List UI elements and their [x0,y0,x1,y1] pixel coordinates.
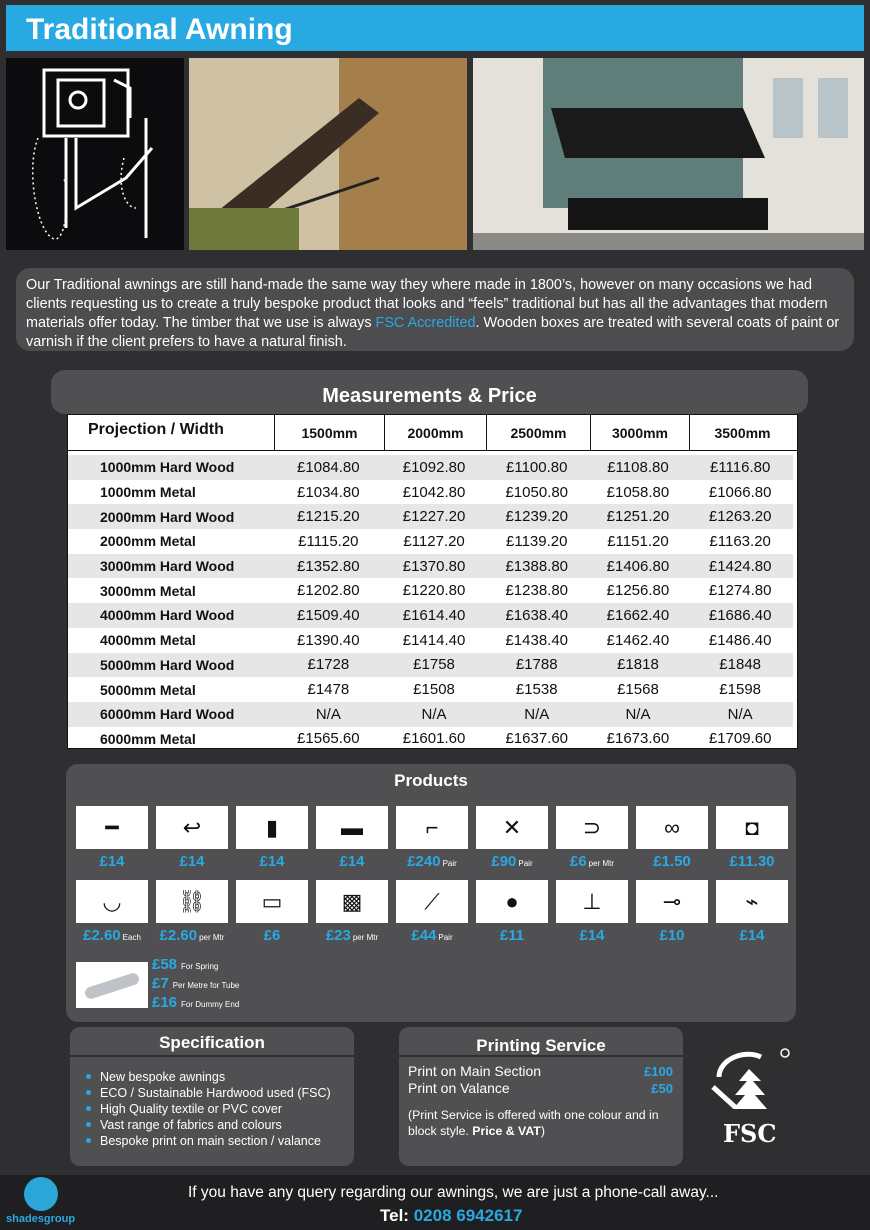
table-row [68,504,793,529]
product-item [552,806,632,870]
price-value: £240 [407,853,441,870]
product-item [72,806,152,870]
price-unit: per Mtr [588,859,615,868]
spring-price-line [152,956,239,975]
fsc-tree-icon [705,1047,793,1119]
spec-item: ECO / Sustainable Hardwood used (FSC) [86,1085,354,1101]
price-cell: £1486.40 [708,631,772,649]
row-label: 5000mm Metal [100,681,196,698]
price-value: £14 [99,853,125,870]
price-cell: N/A [421,705,447,723]
price-cell: £1251.20 [606,508,670,526]
page-title: Traditional Awning [26,13,293,46]
spec-item: New bespoke awnings [86,1069,354,1085]
wall-plate-icon: ⊥ [556,880,628,923]
product-item [632,880,712,944]
diagram-drawing [6,58,184,250]
spring-prices [152,956,239,1013]
price-cell: £1637.60 [505,730,569,748]
row-label: 2000mm Hard Wood [100,508,235,525]
price-cell: £1042.80 [402,483,466,501]
products-heading: Products [394,771,468,790]
price-cell: £1788 [515,656,558,674]
width-header: 2000mm [384,415,486,450]
price-table [67,414,798,749]
price-value: £14 [739,927,765,944]
price-value: £14 [579,927,605,944]
note-text: (Print Service is offered with one colour and in block style. [408,1108,659,1138]
table-row [68,628,793,653]
price-cell: £1151.20 [607,532,669,550]
price-cell: £1709.60 [708,730,772,748]
price-value: £11.30 [729,853,775,870]
price-cell: £1614.40 [402,606,466,624]
price-cell: £1227.20 [402,508,466,526]
price-unit: per Mtr [199,933,225,942]
price-note: For Spring [181,962,219,971]
price-cell: £1066.80 [708,483,772,501]
wooden-pole-icon: ▮ [236,806,308,849]
price-cell: £1263.20 [708,508,772,526]
product-item [232,806,312,870]
price-value: £10 [659,927,685,944]
product-price [152,853,232,870]
price-unit: Each [122,933,141,942]
shopfront-drawing [473,58,864,250]
end-cap-icon: ▭ [236,880,308,923]
row-label: 5000mm Hard Wood [100,656,235,673]
width-header: 2500mm [486,415,590,450]
spec-item: High Quality textile or PVC cover [86,1101,354,1117]
product-item [712,880,792,944]
brand-name: shadesgroup [6,1213,76,1225]
price-cell: £1115.20 [298,532,359,550]
product-price [552,927,632,944]
printing-panel [399,1027,683,1166]
price-cell: £1728 [307,656,350,674]
note-bold: Price & VAT [472,1124,541,1138]
bracket-icon: ━ [76,806,148,849]
price-cell: £1108.80 [607,458,669,476]
price-cell: £1424.80 [708,557,772,575]
note-end: ) [540,1124,545,1138]
row-label: 2000mm Metal [100,533,196,550]
width-header: 1500mm [274,415,384,450]
price-value: £44 [411,927,437,944]
product-item [152,880,232,944]
printing-prices [399,1057,683,1097]
price-value: £23 [325,927,351,944]
product-item [232,880,312,944]
price-cell: £1568 [617,681,659,699]
awning-side-drawing [189,58,467,250]
product-price [392,853,472,870]
product-price [312,853,392,870]
price-value: £11 [499,927,525,944]
cord-hook-icon: ⊃ [556,806,628,849]
hinge-arm-icon: ⟋ [396,880,468,923]
table-row [68,529,793,554]
row-label: 4000mm Hard Wood [100,607,235,624]
price-value: £90 [491,853,517,870]
product-item [72,880,152,944]
spring-price-line [152,994,239,1013]
price-cell: £1370.80 [402,557,466,575]
price-cell: £1390.40 [297,631,360,649]
shopfront-photo [473,58,864,250]
chain-link-icon: ∞ [636,806,708,849]
spec-item: Vast range of fabrics and colours [86,1117,354,1133]
price-value: £2.60 [83,927,121,944]
price-cell: £1601.60 [402,730,466,748]
flat-bracket-icon: ▬ [316,806,388,849]
price-cell: £1662.40 [606,606,670,624]
crank-icon: ⌐ [396,806,468,849]
print-line [399,1063,683,1080]
hook-icon: ↩ [156,806,228,849]
intro-part-1: Our Traditional awnings are still hand-made the same way they where made in 1800’s, however on many occasions we had clients requesting us to create a truly bespoke product that looks and “feels” traditional but has all the advantages that modern materials offer today. The timber that we use is always [26,277,828,331]
shadesgroup-logo-icon [24,1177,58,1211]
price-cell: £1414.40 [402,631,466,649]
product-price [312,927,392,944]
corner-label: Projection / Width [88,420,224,438]
price-cell: £1352.80 [297,557,360,575]
printing-note [399,1097,683,1139]
price-note: Per Metre for Tube [172,981,240,990]
row-label: 3000mm Metal [100,582,196,599]
price-cell: £1100.80 [506,458,568,476]
price-cell: £1084.80 [297,458,360,476]
price-cell: £1538 [515,681,558,699]
product-item [392,880,472,944]
price-table-heading: Measurements & Price [51,370,808,414]
price-cell: N/A [727,705,753,723]
price-cell: N/A [524,705,550,723]
tel-label: Tel: [380,1206,409,1225]
row-label: 6000mm Hard Wood [100,706,235,723]
product-price [232,927,312,944]
price-cell: N/A [625,705,651,723]
product-item [152,806,232,870]
roller-plug-icon: ● [476,880,548,923]
intro-fsc-link: FSC Accredited [375,315,476,331]
price-cell: £1202.80 [297,582,360,600]
print-label: Print on Valance [408,1080,510,1096]
product-price [472,853,552,870]
footer-message: If you have any query regarding our awnings, we are just a phone-call away... [188,1184,719,1201]
swivel-icon: ⊸ [636,880,708,923]
fsc-logo [705,1047,793,1147]
price-cell: £1116.80 [709,458,771,476]
fsc-text: FSC [723,1119,777,1148]
price-value: £7 [152,975,169,992]
spec-item: Bespoke print on main section / valance [86,1133,354,1149]
price-cell: £1092.80 [402,458,466,476]
product-price [632,853,712,870]
table-row [68,727,793,752]
price-unit: Pair [438,933,453,942]
row-label: 3000mm Hard Wood [100,558,235,575]
specification-panel [70,1027,354,1166]
price-cell: £1478 [307,681,350,699]
price-unit: Pair [518,859,533,868]
chain-icon: ⛓ [156,880,228,923]
price-value: £1.50 [653,853,691,870]
product-price [472,927,552,944]
price-cell: £1686.40 [708,606,772,624]
specification-heading: Specification [70,1027,354,1057]
price-cell: £1508 [413,681,455,699]
price-cell: £1388.80 [505,557,569,575]
price-cell: £1139.20 [506,532,568,550]
price-value: £14 [259,853,285,870]
price-cell: £1034.80 [297,483,360,501]
product-price [392,927,472,944]
row-label: 4000mm Metal [100,632,196,649]
clamp-icon: ◘ [716,806,788,849]
product-price [152,927,232,944]
price-unit: per Mtr [352,933,379,942]
price-cell: £1220.80 [402,582,466,600]
footer-phone [380,1206,522,1226]
price-table-body [68,451,797,751]
product-item [712,806,792,870]
product-price [72,853,152,870]
price-cell: £1274.80 [708,582,772,600]
price-unit: Pair [442,859,457,868]
intro-text [16,268,854,351]
print-label: Print on Main Section [408,1063,542,1079]
row-label: 1000mm Hard Wood [100,459,235,476]
price-value: £2.60 [159,927,198,944]
print-line [399,1080,683,1097]
footer [0,1175,870,1230]
price-cell: £1239.20 [505,508,569,526]
specification-list [70,1057,354,1149]
product-price [712,853,792,870]
product-item [472,880,552,944]
table-row [68,653,793,678]
price-cell: £1638.40 [505,606,569,624]
price-cell: £1163.20 [709,532,771,550]
price-value: £16 [152,994,178,1011]
product-item [312,806,392,870]
price-table-header [68,415,797,451]
table-row [68,455,793,480]
price-cell: £1238.80 [505,582,569,600]
price-cell: £1673.60 [606,730,670,748]
price-value: £6 [569,853,587,870]
table-row [68,480,793,505]
print-amount: £50 [651,1081,673,1096]
product-item [392,806,472,870]
price-value: £6 [263,927,281,944]
row-label: 1000mm Metal [100,484,196,501]
width-header: 3500mm [689,415,795,450]
product-price [232,853,312,870]
spring-price-line [152,975,239,994]
price-cell: £1050.80 [505,483,569,501]
product-price [72,927,152,944]
width-header: 3000mm [590,415,689,450]
price-note: For Dummy End [181,1000,240,1009]
print-amount: £100 [644,1064,673,1079]
intro-part-2: . Wooden boxes are treated with several coats of paint or varnish if the client prefers to have a natural finish. [26,315,840,350]
awning-side-photo [189,58,467,250]
price-value: £14 [179,853,205,870]
table-row [68,554,793,579]
awning-diagram-image [6,58,184,250]
price-value: £14 [339,853,365,870]
price-cell: £1438.40 [505,631,569,649]
table-row [68,702,793,727]
price-cell: £1462.40 [606,631,670,649]
table-row [68,578,793,603]
wood-panel-icon: ▩ [316,880,388,923]
title-bar [6,5,864,51]
products-panel [66,764,796,1022]
product-item [312,880,392,944]
price-cell: £1818 [617,656,659,674]
printing-heading: Printing Service [399,1027,683,1057]
product-item [552,880,632,944]
price-cell: £1127.20 [403,532,465,550]
price-cell: £1758 [413,656,455,674]
price-value: £58 [152,956,178,973]
pipe-clip-icon: ◡ [76,880,148,923]
arm-icon: ✕ [476,806,548,849]
table-row [68,603,793,628]
product-item [632,806,712,870]
price-cell: £1509.40 [297,606,360,624]
product-price [552,853,632,870]
price-cell: £1058.80 [606,483,670,501]
strap-icon: ⌁ [716,880,788,923]
product-price [632,927,712,944]
products-row [72,806,792,870]
price-cell: £1598 [719,681,762,699]
price-cell: £1256.80 [606,582,670,600]
price-cell: £1565.60 [297,730,360,748]
product-item [472,806,552,870]
spring-tube-product [76,956,240,1013]
price-cell: £1848 [719,656,762,674]
row-label: 6000mm Metal [100,730,196,747]
tel-number[interactable]: 0208 6942617 [413,1206,523,1225]
spring-tube-icon [76,962,148,1008]
price-cell: £1406.80 [606,557,670,575]
products-row [72,880,792,944]
table-row [68,677,793,702]
product-price [712,927,792,944]
price-cell: £1215.20 [297,508,360,526]
price-cell: N/A [315,705,341,723]
